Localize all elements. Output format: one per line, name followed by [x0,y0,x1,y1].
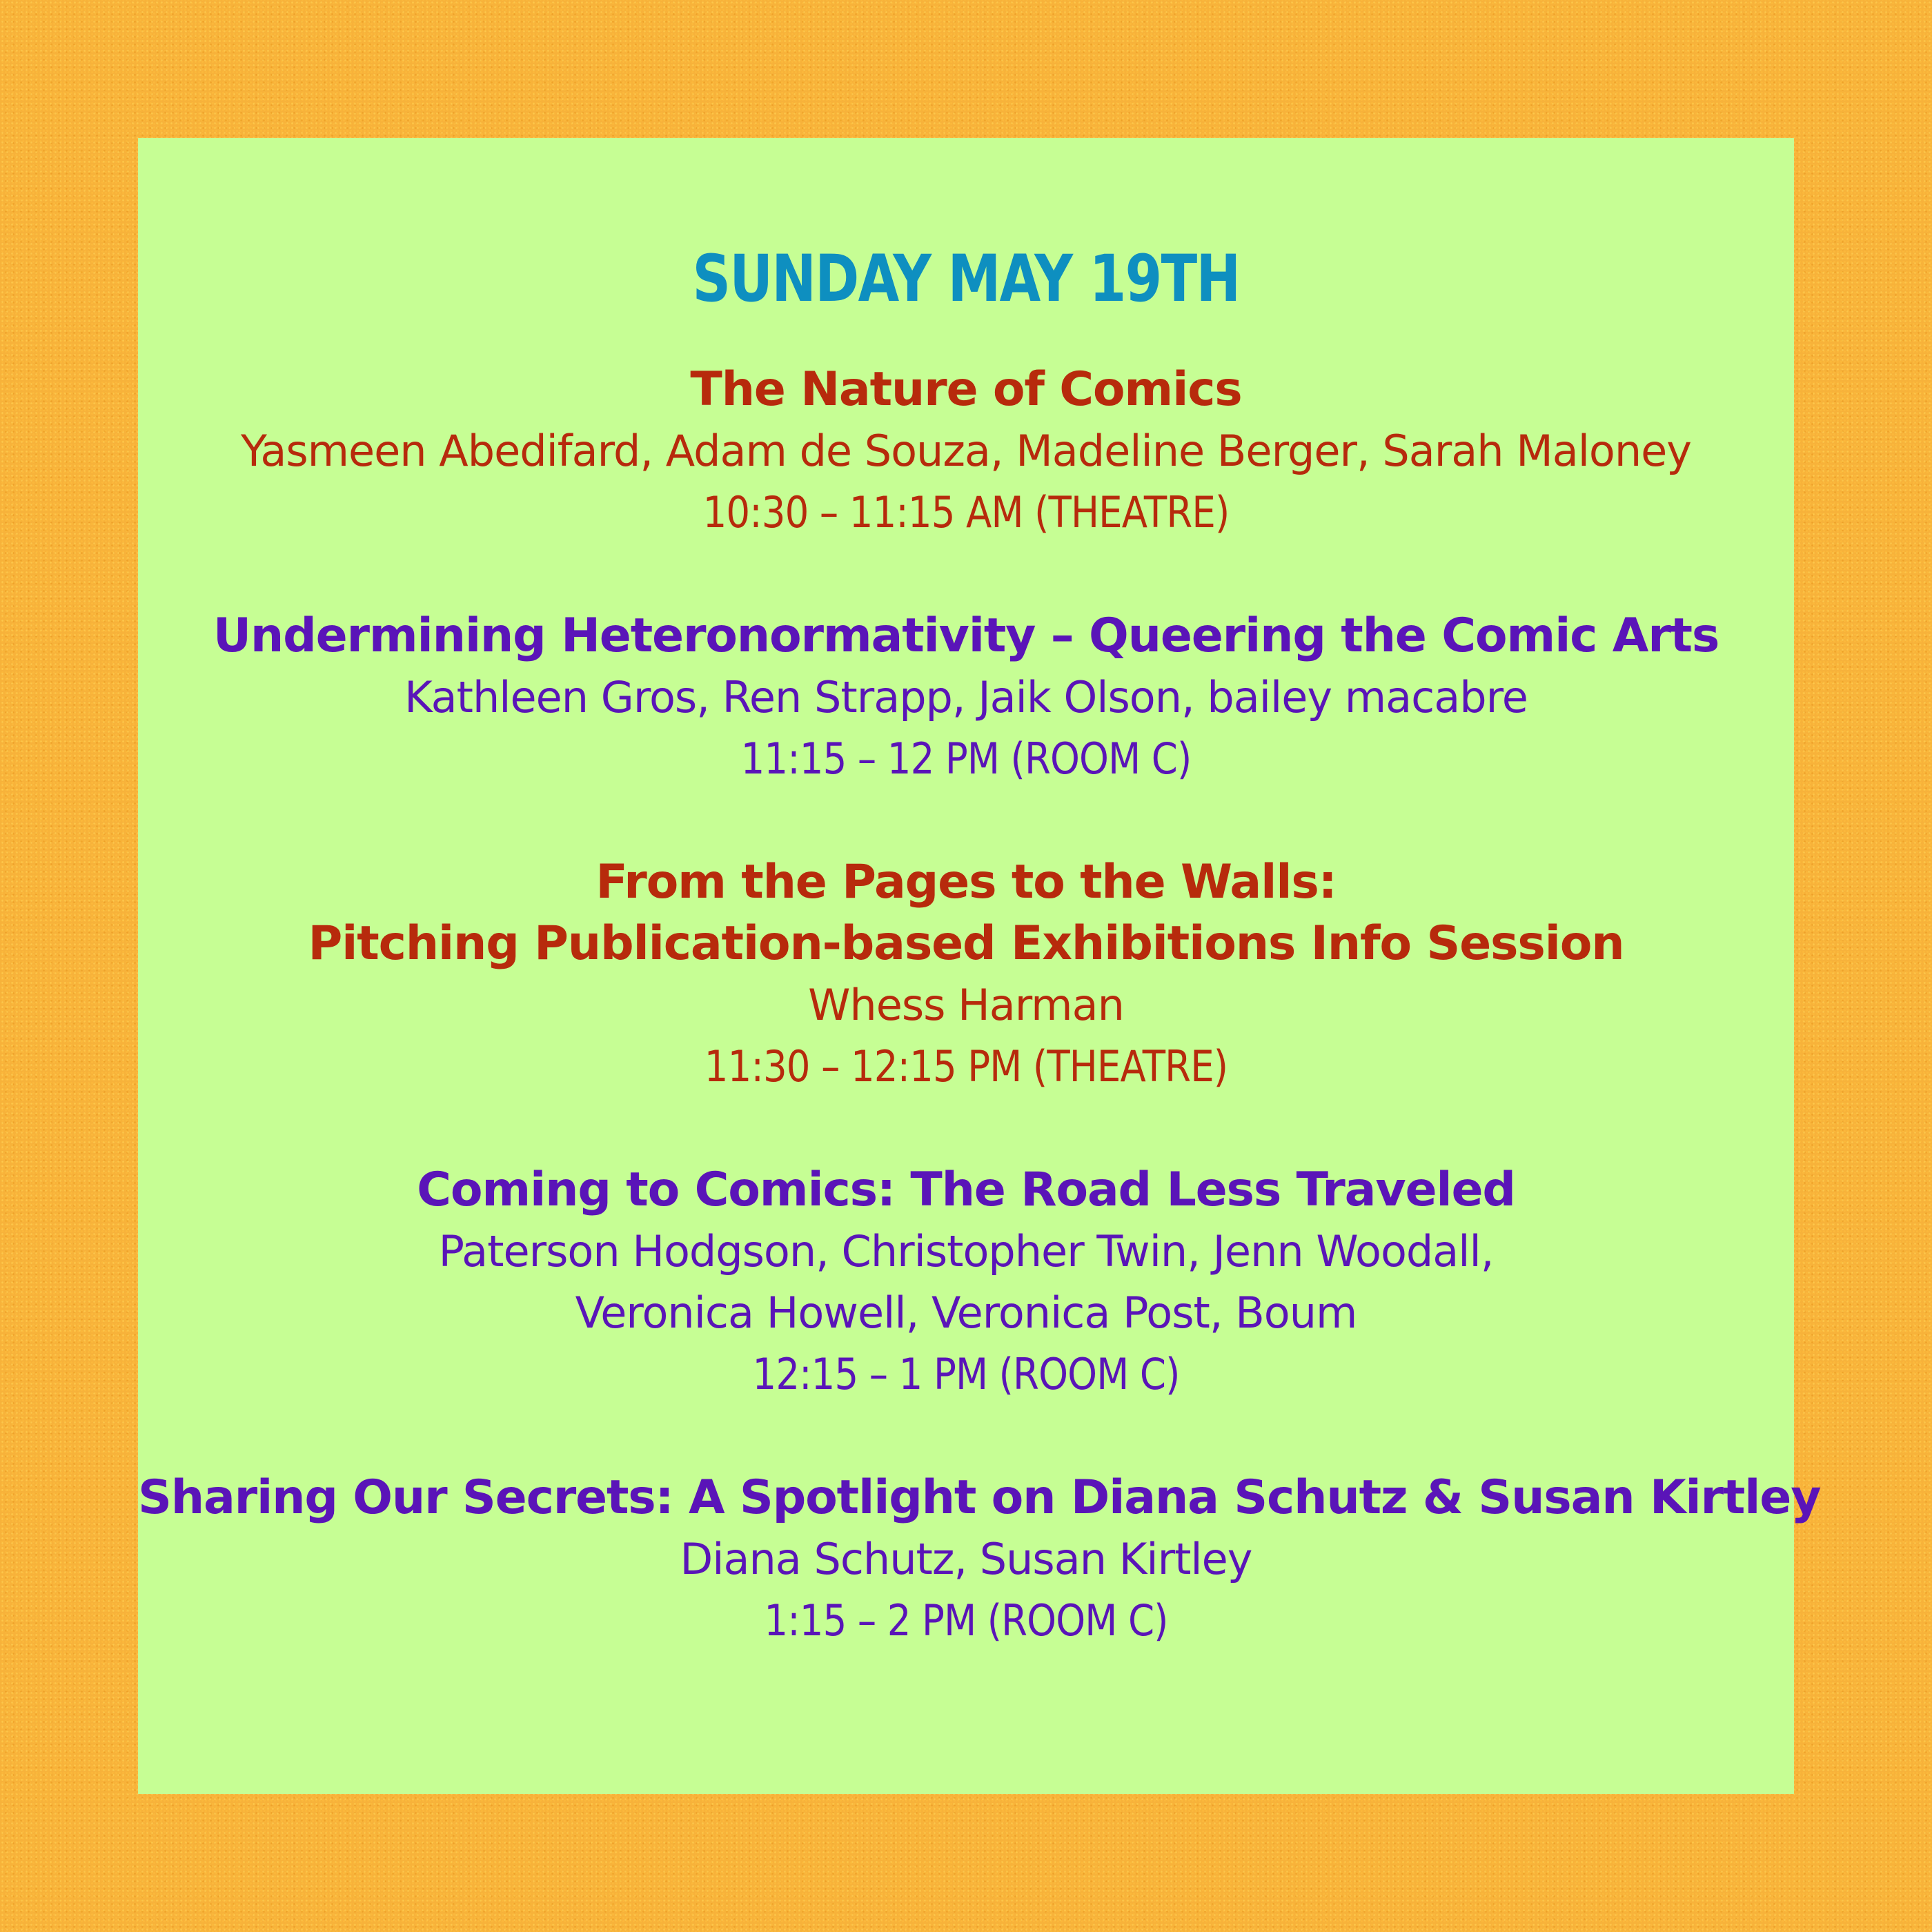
event-time: 10:30 – 11:15 AM (THEATRE) [702,487,1230,538]
event-title [138,851,1794,974]
event-title-line: Pitching Publication-based Exhibitions Info Session [308,916,1624,971]
event-title-line: The Nature of Comics [690,362,1242,417]
event-queering-comic-arts [138,605,1794,789]
event-panelists-line: Veronica Howell, Veronica Post, Boum [575,1288,1357,1338]
event-time: 11:15 – 12 PM (ROOM C) [740,733,1192,784]
event-coming-to-comics [138,1159,1794,1405]
event-panelists-line: Paterson Hodgson, Christopher Twin, Jenn Woodall, [438,1226,1494,1276]
schedule-panel [138,138,1821,1794]
event-panelists-line: Diana Schutz, Susan Kirtley [680,1534,1252,1584]
event-pages-to-walls [138,851,1794,1097]
event-title [138,605,1794,667]
event-time: 12:15 – 1 PM (ROOM C) [752,1349,1180,1399]
event-title [138,359,1794,420]
event-title [138,1159,1794,1221]
day-title: SUNDAY MAY 19TH [692,241,1240,317]
event-panelists-line: Yasmeen Abedifard, Adam de Souza, Madeline Berger, Sarah Maloney [240,426,1691,476]
event-panelists [138,974,1794,1036]
event-panelists-line: Whess Harman [808,980,1124,1030]
event-panelists [138,420,1794,482]
event-nature-of-comics [138,359,1794,543]
event-panelists [138,667,1794,728]
event-time: 1:15 – 2 PM (ROOM C) [764,1595,1168,1646]
event-panelists [138,1528,1794,1590]
event-panelists-line: Kathleen Gros, Ren Strapp, Jaik Olson, bailey macabre [404,672,1528,722]
event-panelists [138,1221,1794,1343]
event-time: 11:30 – 12:15 PM (THEATRE) [704,1041,1228,1092]
event-title-line: Coming to Comics: The Road Less Traveled [417,1163,1515,1217]
event-title [138,1467,1821,1528]
event-title-line: Sharing Our Secrets: A Spotlight on Diana Schutz & Susan Kirtley [138,1470,1821,1525]
event-sharing-our-secrets [138,1467,1821,1651]
event-title-line: From the Pages to the Walls: [595,855,1337,909]
event-title-line: Undermining Heteronormativity – Queering the Comic Arts [213,609,1719,663]
